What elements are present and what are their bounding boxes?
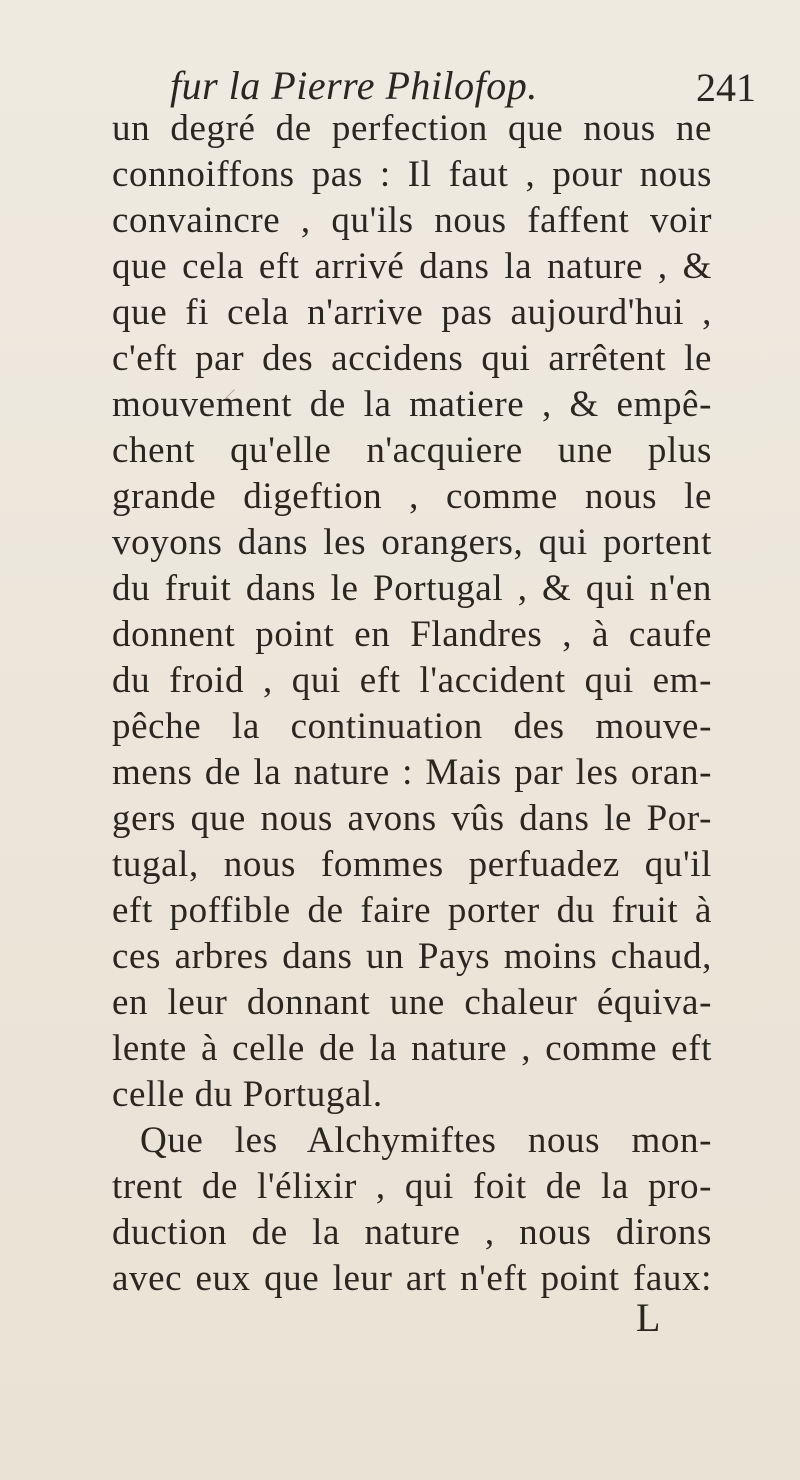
text-line: chent qu'elle n'acquiere une plus [112,430,712,471]
text-line: mouvement de la matiere , & empê- [112,384,712,425]
text-line: gers que nous avons vûs dans le Por- [112,798,712,839]
page-number: 241 [696,65,756,110]
text-line: un degré de perfection que nous ne [112,108,712,149]
text-line: eft poffible de faire porter du fruit à [112,890,712,931]
page-header [0,62,800,110]
text-line: c'eft par des accidens qui arrêtent le [112,338,712,379]
text-line: que cela eft arrivé dans la nature , & [112,246,712,287]
text-line: tugal, nous fommes perfuadez qu'il [112,844,712,885]
text-line: mens de la nature : Mais par les oran- [112,752,712,793]
text-line: avec eux que leur art n'eft point faux: [112,1258,712,1299]
catchword: L [636,1295,661,1340]
text-line: que fi cela n'arrive pas aujourd'hui , [112,292,712,333]
text-line: connoiffons pas : Il faut , pour nous [112,154,712,195]
text-line: du froid , qui eft l'accident qui em- [112,660,712,701]
text-line: duction de la nature , nous dirons [112,1212,712,1253]
text-line: Que les Alchymiftes nous mon- [140,1120,712,1161]
text-line: ces arbres dans un Pays moins chaud, [112,936,712,977]
text-line: pêche la continuation des mouve- [112,706,712,747]
text-line: grande digeftion , comme nous le [112,476,712,517]
text-line: lente à celle de la nature , comme eft [112,1028,712,1069]
text-line: donnent point en Flandres , à caufe [112,614,712,655]
text-line: du fruit dans le Portugal , & qui n'en [112,568,712,609]
running-title: fur la Pierre Philofop. [170,63,538,108]
text-line: voyons dans les orangers, qui portent [112,522,712,563]
text-line: en leur donnant une chaleur équiva- [112,982,712,1023]
text-line: celle du Portugal. [112,1074,383,1115]
text-line: trent de l'élixir , qui foit de la pro- [112,1166,712,1207]
text-line: convaincre , qu'ils nous faffent voir [112,200,712,241]
